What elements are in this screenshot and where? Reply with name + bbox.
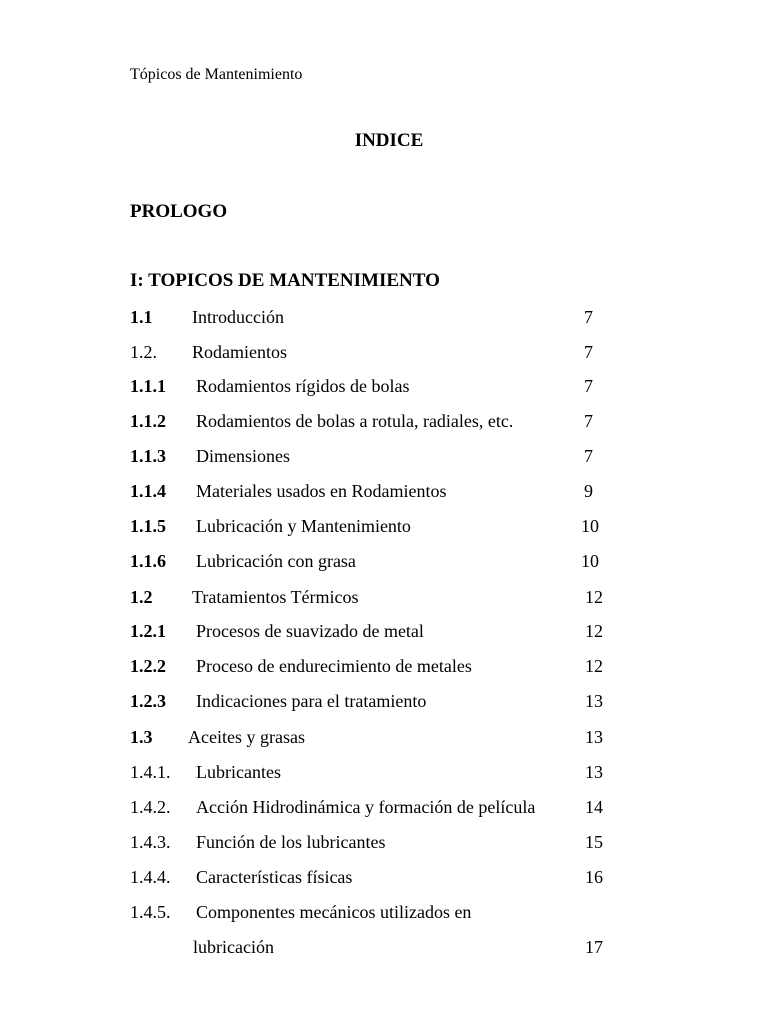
toc-entry-title: Materiales usados en Rodamientos bbox=[196, 481, 447, 501]
toc-entry-title: Indicaciones para el tratamiento bbox=[196, 691, 427, 711]
toc-entry bbox=[0, 513, 768, 539]
toc-entry bbox=[0, 759, 768, 785]
toc-entry-title: Rodamientos de bolas a rotula, radiales, etc. bbox=[196, 411, 514, 431]
toc-entry bbox=[0, 653, 768, 679]
prologue-heading: PROLOGO bbox=[130, 201, 228, 222]
toc-entry-page: 12 bbox=[585, 621, 603, 641]
toc-entry-title: Características físicas bbox=[196, 867, 353, 887]
toc-entry-page: 7 bbox=[584, 376, 593, 396]
toc-entry-page: 7 bbox=[584, 411, 593, 431]
toc-entry-page: 15 bbox=[585, 832, 603, 852]
toc-entry bbox=[0, 443, 768, 469]
toc-entry bbox=[0, 478, 768, 504]
toc-entry-title: Rodamientos rígidos de bolas bbox=[196, 376, 410, 396]
toc-entry-number: 1.4.5. bbox=[130, 902, 171, 922]
toc-entry-number: 1.3 bbox=[130, 727, 153, 747]
index-title: INDICE bbox=[354, 130, 424, 151]
toc-entry-page: 13 bbox=[585, 691, 603, 711]
toc-entry bbox=[0, 794, 768, 820]
toc-entry-number: 1.1.6 bbox=[130, 551, 166, 571]
toc-entry-title: Procesos de suavizado de metal bbox=[196, 621, 424, 641]
toc-entry bbox=[0, 408, 768, 434]
toc-entry-number: 1.4.3. bbox=[130, 832, 171, 852]
toc-entry bbox=[0, 548, 768, 574]
toc-entry-number: 1.4.4. bbox=[130, 867, 171, 887]
toc-entry bbox=[0, 829, 768, 855]
toc-entry-page: 12 bbox=[585, 587, 603, 607]
toc-entry bbox=[0, 724, 768, 750]
running-header: Tópicos de Mantenimiento bbox=[130, 66, 303, 83]
toc-entry-page: 9 bbox=[584, 481, 593, 501]
toc-entry bbox=[0, 688, 768, 714]
toc-entry-number: 1.2. bbox=[130, 342, 157, 362]
toc-entry-title: Lubricantes bbox=[196, 762, 281, 782]
toc-entry-page: 13 bbox=[585, 762, 603, 782]
toc-entry bbox=[0, 899, 768, 925]
toc-entry bbox=[0, 304, 768, 330]
toc-entry-number: 1.1.2 bbox=[130, 411, 166, 431]
toc-entry bbox=[0, 373, 768, 399]
toc-entry bbox=[0, 584, 768, 610]
toc-entry-number: 1.2.1 bbox=[130, 621, 166, 641]
toc-entry-page: 7 bbox=[584, 342, 593, 362]
toc-entry-page: 17 bbox=[585, 937, 603, 957]
toc-entry-page: 10 bbox=[581, 516, 599, 536]
toc-entry-title: Acción Hidrodinámica y formación de película bbox=[196, 797, 536, 817]
toc-entry-title: Lubricación y Mantenimiento bbox=[196, 516, 411, 536]
toc-entry-title: Dimensiones bbox=[196, 446, 290, 466]
toc-entry-page: 13 bbox=[585, 727, 603, 747]
toc-entry-number: 1.1 bbox=[130, 307, 153, 327]
toc-entry-number: 1.1.5 bbox=[130, 516, 166, 536]
toc-entry bbox=[0, 339, 768, 365]
toc-entry-number: 1.1.1 bbox=[130, 376, 166, 396]
toc-entry-number: 1.1.4 bbox=[130, 481, 166, 501]
toc-entry-page: 16 bbox=[585, 867, 603, 887]
toc-entry-page: 7 bbox=[584, 446, 593, 466]
toc-entry-title: Rodamientos bbox=[192, 342, 287, 362]
toc-entry-page: 7 bbox=[584, 307, 593, 327]
toc-entry-title: Proceso de endurecimiento de metales bbox=[196, 656, 472, 676]
toc-entry-number: 1.1.3 bbox=[130, 446, 166, 466]
toc-entry-number: 1.4.2. bbox=[130, 797, 171, 817]
toc-entry-number: 1.2 bbox=[130, 587, 153, 607]
toc-entry-title: Aceites y grasas bbox=[188, 727, 305, 747]
toc-entry-page: 12 bbox=[585, 656, 603, 676]
toc-entry-continuation bbox=[0, 934, 768, 960]
toc-entry-title: Componentes mecánicos utilizados en bbox=[196, 902, 472, 922]
toc-entry-title: Función de los lubricantes bbox=[196, 832, 386, 852]
toc-entry-page: 10 bbox=[581, 551, 599, 571]
toc-entry-number: 1.2.2 bbox=[130, 656, 166, 676]
toc-entry-title: lubricación bbox=[193, 937, 274, 957]
toc-entry-page: 14 bbox=[585, 797, 603, 817]
toc-entry bbox=[0, 618, 768, 644]
toc-entry bbox=[0, 864, 768, 890]
section-heading: I: TOPICOS DE MANTENIMIENTO bbox=[130, 270, 440, 291]
toc-entry-number: 1.2.3 bbox=[130, 691, 166, 711]
toc-entry-title: Tratamientos Térmicos bbox=[192, 587, 359, 607]
toc-entry-title: Lubricación con grasa bbox=[196, 551, 356, 571]
toc-entry-title: Introducción bbox=[192, 307, 284, 327]
toc-entry-number: 1.4.1. bbox=[130, 762, 171, 782]
